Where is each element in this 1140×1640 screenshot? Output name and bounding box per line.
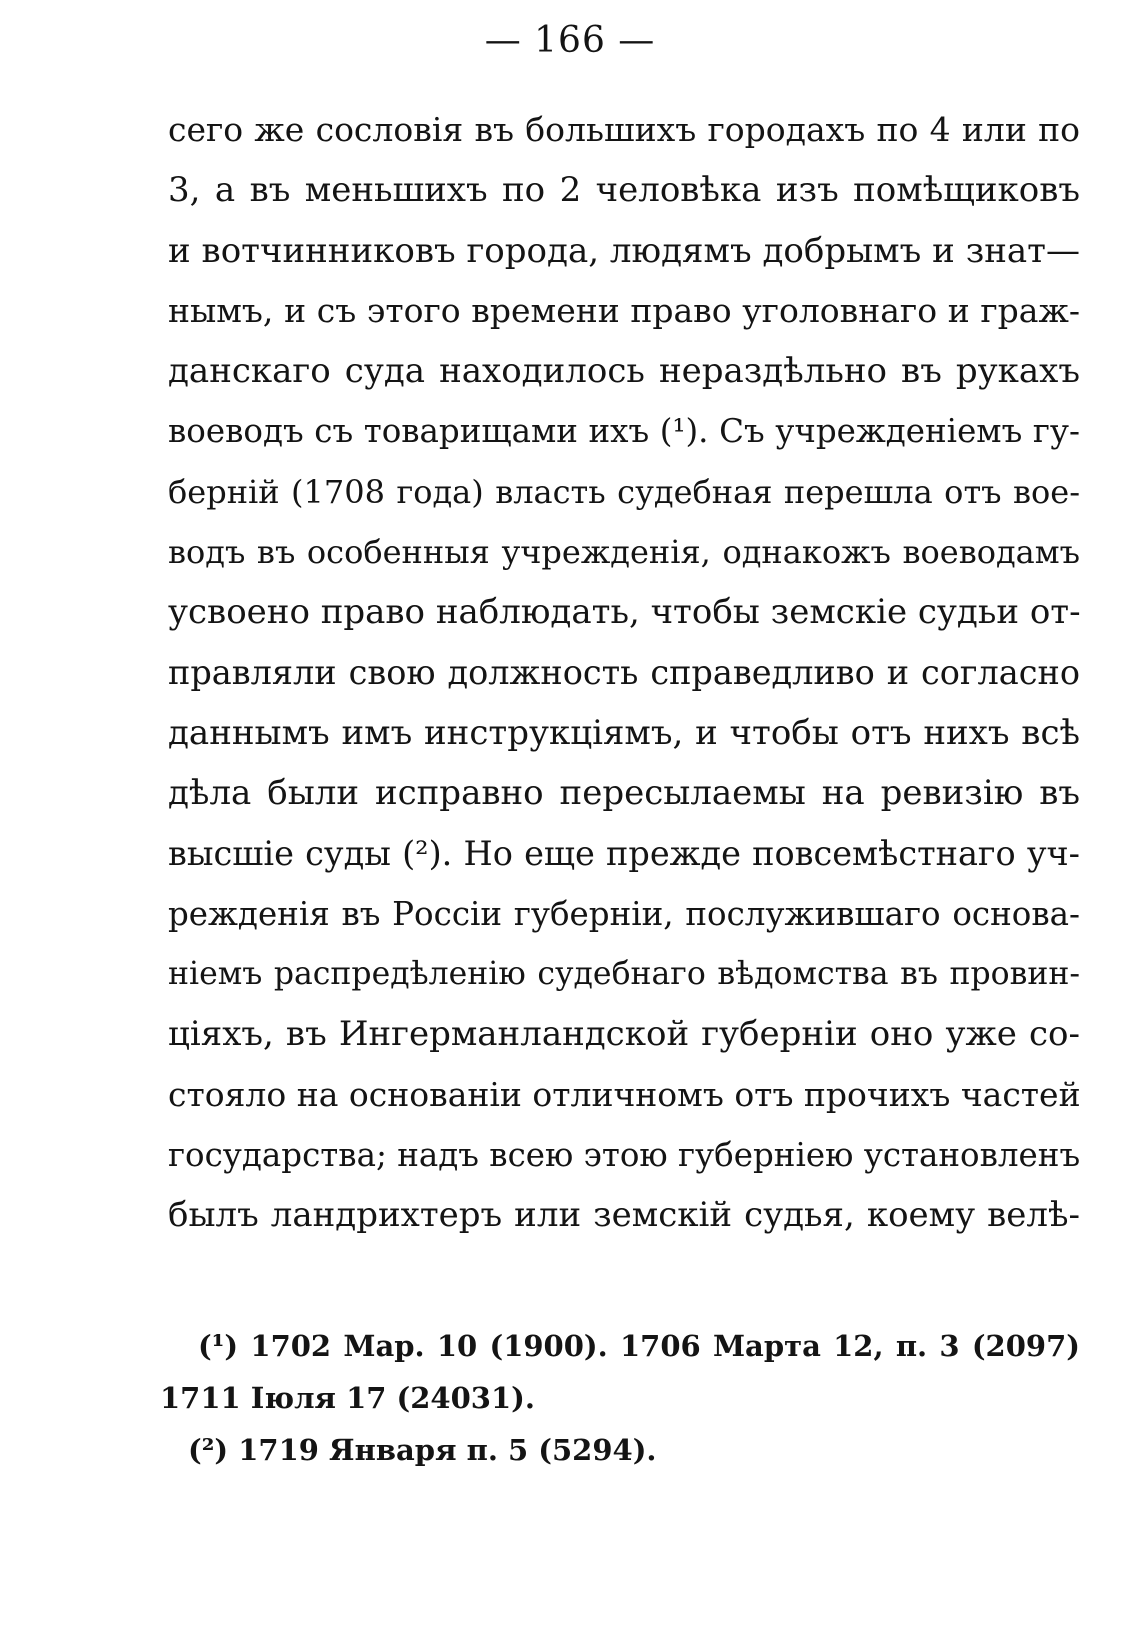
text-line: воеводъ съ товарищами ихъ (¹). Съ учрежденіемъ гу- — [168, 412, 1080, 451]
footnote-1-line-2: 1711 Іюля 17 (24031). — [160, 1381, 535, 1415]
text-line: и вотчинниковъ города, людямъ добрымъ и знат— — [168, 230, 1080, 271]
text-line: усвоено право наблюдать, чтобы земскіе судьи от- — [168, 592, 1081, 633]
text-line: берній (1708 года) власть судебная перешла отъ вое- — [168, 472, 1080, 511]
body-text — [168, 100, 1080, 1246]
text-line: водъ въ особенныя учрежденія, однакожъ воеводамъ — [168, 533, 1080, 572]
text-line: сего же сословія въ большихъ городахъ по 4 или по — [168, 110, 1080, 149]
footnotes — [160, 1320, 1080, 1476]
text-line: нымъ, и съ этого времени право уголовнаго и граж- — [168, 290, 1080, 330]
text-line: правляли свою должность справедливо и согласно — [168, 652, 1080, 692]
text-line: государства; надъ всею этою губерніею установленъ — [168, 1136, 1081, 1175]
text-line: стояло на основаніи отличномъ отъ прочихъ частей — [168, 1074, 1081, 1114]
text-line: 3, а въ меньшихъ по 2 человѣка изъ помѣщиковъ — [168, 170, 1080, 211]
text-line: ніемъ распредѣленію судебнаго вѣдомства въ провин- — [168, 956, 1080, 993]
text-line: даннымъ имъ инструкціямъ, и чтобы отъ нихъ всѣ — [168, 712, 1080, 753]
text-line: ціяхъ, въ Ингерманландской губерніи оно уже со- — [168, 1014, 1080, 1055]
text-line: былъ ландрихтеръ или земскій судья, коему велѣ- — [168, 1195, 1080, 1236]
text-line: дѣла были исправно пересылаемы на ревизію въ — [168, 773, 1080, 814]
page-number: — 166 — — [484, 20, 656, 61]
footnote-1-line-1: (¹) 1702 Мар. 10 (1900). 1706 Марта 12, п. 3 (2097) — [198, 1329, 1080, 1363]
footnote-2: (²) 1719 Января п. 5 (5294). — [188, 1433, 657, 1467]
text-line: высшіе суды (²). Но еще прежде повсемѣстнаго уч- — [168, 833, 1080, 873]
text-line: данскаго суда находилось нераздѣльно въ рукахъ — [168, 351, 1080, 392]
text-line: режденія въ Россіи губерніи, послужившаго основа- — [168, 894, 1080, 933]
